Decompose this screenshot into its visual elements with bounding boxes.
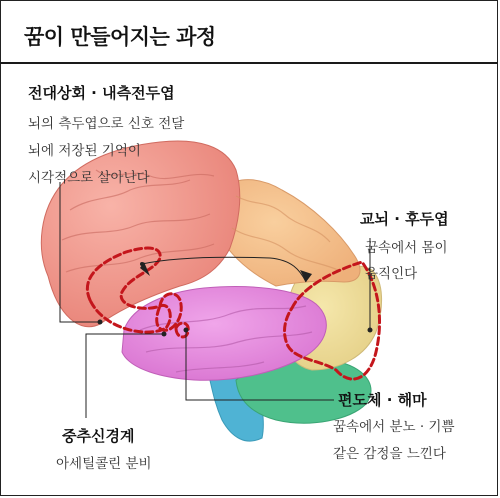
- occipital-heading: 교뇌 · 후두엽: [360, 210, 449, 228]
- figure-title: 꿈이 만들어지는 과정: [24, 25, 216, 49]
- amygdala-heading: 편도체 · 해마: [338, 391, 427, 409]
- amygdala-line-2: 같은 감정을 느낀다: [333, 446, 446, 462]
- prefrontal-line-2: 뇌에 저장된 기억이: [28, 143, 141, 159]
- prefrontal-heading: 전대상회 · 내측전두엽: [28, 84, 175, 102]
- prefrontal-line-1: 뇌의 측두엽으로 신호 전달: [28, 116, 185, 132]
- prefrontal-line-3: 시각적으로 살아난다: [28, 170, 150, 186]
- amygdala-line-1: 꿈속에서 분노 · 기쁨: [333, 419, 455, 435]
- nervous-line-1: 아세틸콜린 분비: [56, 456, 152, 472]
- occipital-line-1: 꿈속에서 몸이: [365, 240, 448, 256]
- occipital-line-2: 움직인다: [365, 266, 418, 282]
- nervous-heading: 중추신경계: [62, 427, 135, 445]
